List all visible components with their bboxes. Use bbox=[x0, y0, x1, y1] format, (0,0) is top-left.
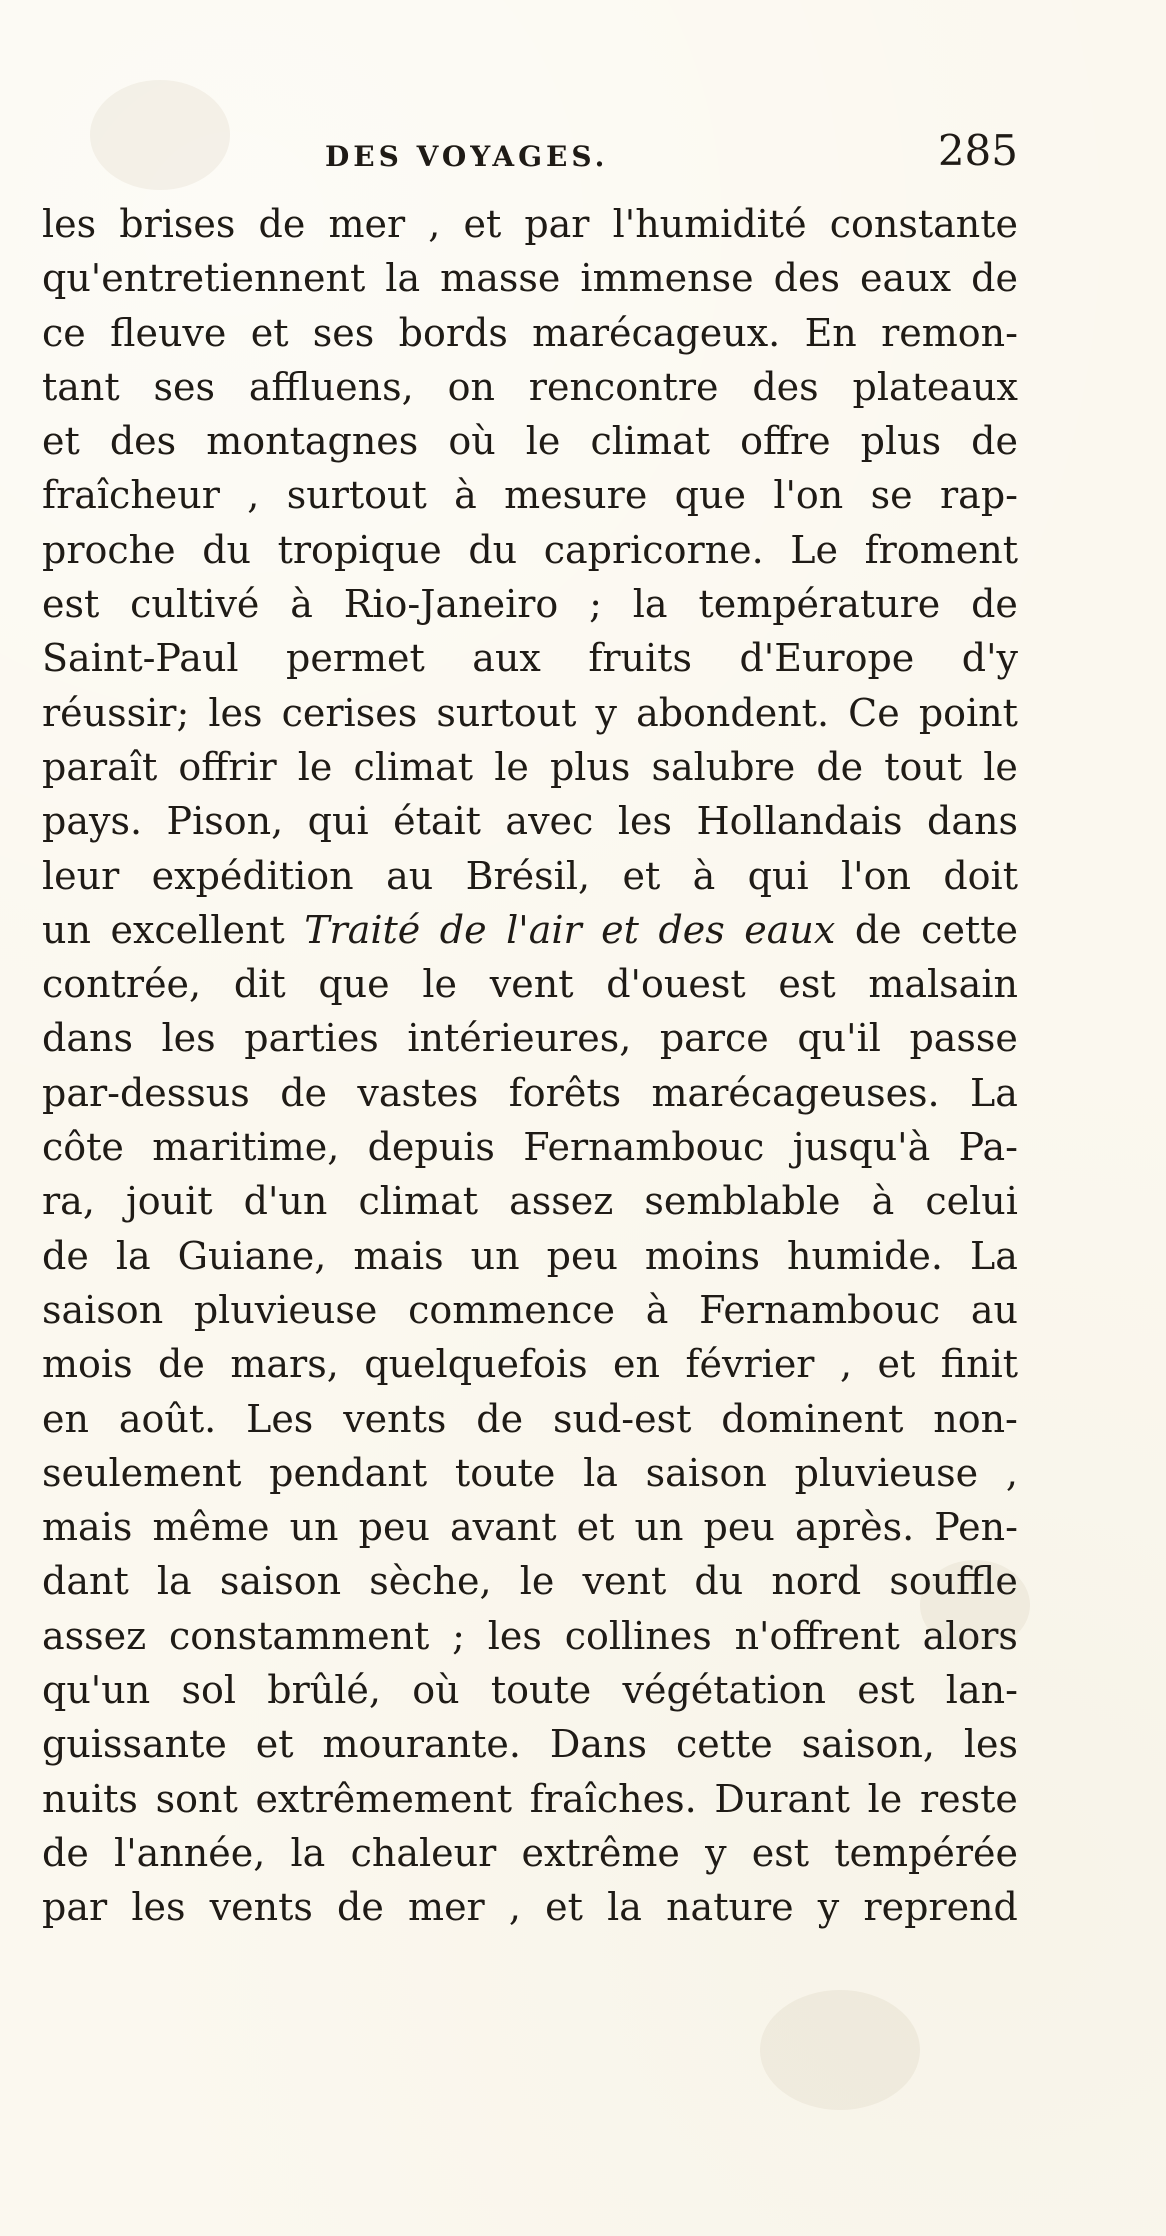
word: parce bbox=[659, 1016, 769, 1061]
word: offre bbox=[740, 419, 831, 464]
word: bords bbox=[398, 310, 508, 355]
word: masse bbox=[440, 256, 561, 301]
page-header bbox=[325, 126, 1018, 178]
word: seulement bbox=[42, 1450, 242, 1495]
word: de bbox=[258, 202, 306, 246]
word: des bbox=[109, 419, 177, 464]
word: de bbox=[971, 582, 1018, 627]
word: parties bbox=[244, 1016, 379, 1061]
text-line bbox=[42, 360, 1018, 414]
word: brises bbox=[119, 202, 236, 246]
word: mer bbox=[328, 202, 406, 246]
word: mais bbox=[42, 1505, 133, 1550]
word: permet bbox=[286, 636, 425, 681]
word: la bbox=[115, 1233, 151, 1278]
word: que bbox=[318, 962, 390, 1007]
word: Dans bbox=[549, 1722, 648, 1767]
word: intérieures, bbox=[407, 1016, 632, 1061]
word: finit bbox=[940, 1342, 1018, 1387]
text-line bbox=[42, 1066, 1018, 1120]
word: la bbox=[632, 582, 668, 627]
word: l'on bbox=[773, 473, 844, 518]
word: abondent. bbox=[636, 690, 830, 735]
word: vent bbox=[489, 962, 574, 1007]
word: pluvieuse bbox=[794, 1450, 979, 1495]
word: mais bbox=[353, 1233, 444, 1278]
word: les bbox=[617, 799, 672, 844]
word: température bbox=[698, 582, 941, 627]
word: remon- bbox=[881, 310, 1018, 355]
word: y bbox=[595, 690, 617, 735]
word: côte bbox=[42, 1125, 124, 1170]
italic-title-word: l'air bbox=[506, 907, 582, 952]
body-text bbox=[42, 197, 1018, 1935]
word: humide. bbox=[786, 1233, 943, 1278]
word: cultivé bbox=[130, 582, 260, 627]
word: Pa- bbox=[958, 1125, 1018, 1170]
text-line bbox=[42, 1174, 1018, 1228]
word: ce bbox=[42, 310, 86, 355]
word: que bbox=[674, 473, 746, 518]
word: et bbox=[255, 1722, 294, 1767]
word: le bbox=[525, 419, 561, 464]
word: depuis bbox=[367, 1125, 495, 1170]
word: montagnes bbox=[206, 419, 419, 464]
italic-title-word: de bbox=[439, 907, 487, 952]
word: fraîches. bbox=[529, 1776, 697, 1821]
word: et bbox=[463, 202, 502, 246]
text-line bbox=[42, 1337, 1018, 1391]
word: Saint-Paul bbox=[42, 636, 239, 681]
word: est bbox=[778, 962, 836, 1007]
word: quelquefois bbox=[364, 1342, 588, 1387]
text-line bbox=[42, 251, 1018, 305]
word: qu'il bbox=[797, 1016, 881, 1061]
text-line bbox=[42, 794, 1018, 848]
text-line bbox=[42, 1772, 1018, 1826]
word: saison bbox=[645, 1450, 767, 1495]
word: de bbox=[854, 907, 902, 952]
word: rencontre bbox=[528, 364, 719, 409]
word: ses bbox=[312, 310, 375, 355]
word: et bbox=[877, 1342, 916, 1387]
word: saison, bbox=[801, 1722, 935, 1767]
italic-title-word: des bbox=[658, 907, 725, 952]
word: nuits bbox=[42, 1776, 138, 1821]
word: qui bbox=[307, 799, 369, 844]
word: d'Europe bbox=[739, 636, 915, 681]
word: vents bbox=[209, 1885, 313, 1930]
text-line bbox=[42, 468, 1018, 522]
word: y bbox=[817, 1885, 840, 1930]
word: Les bbox=[246, 1396, 314, 1441]
word: vents bbox=[343, 1396, 447, 1441]
italic-title-word: et bbox=[601, 907, 639, 952]
text-line bbox=[42, 957, 1018, 1011]
word: Fernambouc bbox=[699, 1287, 941, 1332]
word: la bbox=[290, 1830, 326, 1875]
word: , bbox=[839, 1342, 853, 1387]
word: cette bbox=[675, 1722, 773, 1767]
text-line bbox=[42, 523, 1018, 577]
word: Le bbox=[790, 527, 838, 572]
word: à bbox=[645, 1287, 669, 1332]
word: leur bbox=[42, 853, 120, 898]
word: en bbox=[42, 1396, 89, 1441]
word: de bbox=[971, 256, 1018, 301]
word: La bbox=[970, 1070, 1018, 1115]
word: Guiane, bbox=[177, 1233, 327, 1278]
word: surtout bbox=[286, 473, 427, 518]
text-line bbox=[42, 197, 1018, 251]
word: et bbox=[545, 1885, 583, 1930]
word: offrir bbox=[178, 744, 277, 789]
word: peu bbox=[358, 1505, 430, 1550]
word: les bbox=[161, 1016, 216, 1061]
word: de bbox=[476, 1396, 524, 1441]
word: Hollandais bbox=[696, 799, 903, 844]
word: lan- bbox=[945, 1668, 1018, 1713]
word: mourante. bbox=[322, 1722, 521, 1767]
word: mer bbox=[408, 1885, 485, 1930]
word: climat bbox=[590, 419, 711, 464]
word: tropique bbox=[277, 527, 442, 572]
word: dant bbox=[42, 1559, 129, 1604]
word: à bbox=[692, 853, 716, 898]
word: en bbox=[613, 1342, 661, 1387]
word: à bbox=[871, 1179, 895, 1224]
word: la bbox=[607, 1885, 642, 1930]
word: brûlé, bbox=[267, 1668, 381, 1713]
word: Pen- bbox=[934, 1505, 1018, 1550]
word: un bbox=[42, 907, 91, 952]
text-line bbox=[42, 686, 1018, 740]
text-line bbox=[42, 1554, 1018, 1608]
word: le bbox=[422, 962, 458, 1007]
text-line bbox=[42, 414, 1018, 468]
word: passe bbox=[909, 1016, 1018, 1061]
word: plus bbox=[860, 419, 942, 464]
word: vastes bbox=[357, 1070, 479, 1115]
word: fruits bbox=[588, 636, 692, 681]
word: le bbox=[983, 744, 1018, 789]
word: ra, bbox=[42, 1179, 95, 1224]
word: pays. bbox=[42, 799, 143, 844]
word: , bbox=[428, 202, 441, 246]
word: paraît bbox=[42, 744, 158, 789]
paper-stain bbox=[90, 80, 230, 190]
word: semblable bbox=[644, 1179, 841, 1224]
word: de bbox=[158, 1342, 205, 1387]
word: de bbox=[337, 1885, 384, 1930]
word: jouit bbox=[126, 1179, 213, 1224]
word: dit bbox=[233, 962, 286, 1007]
word: sol bbox=[181, 1668, 237, 1713]
word: Durant bbox=[714, 1776, 850, 1821]
word: le bbox=[297, 744, 333, 789]
word: jusqu'à bbox=[792, 1125, 931, 1170]
word: au bbox=[386, 853, 434, 898]
word: sud-est bbox=[552, 1396, 692, 1441]
text-line bbox=[42, 903, 1018, 957]
word: nord bbox=[771, 1559, 862, 1604]
text-line bbox=[42, 740, 1018, 794]
word: eaux bbox=[860, 256, 952, 301]
word: qu'entretiennent bbox=[42, 256, 366, 301]
text-line bbox=[42, 1392, 1018, 1446]
word: un bbox=[470, 1233, 520, 1278]
word: En bbox=[804, 310, 857, 355]
text-line bbox=[42, 1229, 1018, 1283]
word: août. bbox=[118, 1396, 217, 1441]
word: expédition bbox=[151, 853, 354, 898]
text-line bbox=[42, 1609, 1018, 1663]
word: malsain bbox=[868, 962, 1018, 1007]
word: Rio-Janeiro bbox=[343, 582, 559, 627]
italic-title-word: eaux bbox=[744, 907, 836, 952]
word: le bbox=[494, 744, 529, 789]
word: où bbox=[448, 419, 496, 464]
word: mois bbox=[42, 1342, 133, 1387]
word: La bbox=[970, 1233, 1018, 1278]
word: peu bbox=[703, 1505, 775, 1550]
word: de bbox=[42, 1233, 89, 1278]
word: du bbox=[468, 527, 518, 572]
word: le bbox=[519, 1559, 555, 1604]
word: l'année, bbox=[114, 1830, 266, 1875]
italic-title-word: Traité bbox=[304, 907, 421, 952]
word: , bbox=[247, 473, 260, 518]
word: avec bbox=[505, 799, 594, 844]
word: assez bbox=[509, 1179, 614, 1224]
text-line bbox=[42, 1500, 1018, 1554]
word: la bbox=[583, 1450, 618, 1495]
word: tout bbox=[884, 744, 963, 789]
word: reprend bbox=[863, 1885, 1018, 1930]
word: de bbox=[816, 744, 864, 789]
word: plateaux bbox=[852, 364, 1018, 409]
word: chaleur bbox=[350, 1830, 497, 1875]
word: les bbox=[963, 1722, 1018, 1767]
word: les bbox=[208, 690, 263, 735]
word: de bbox=[971, 419, 1018, 464]
word: des bbox=[773, 256, 840, 301]
word: guissante bbox=[42, 1722, 227, 1767]
word: Pison, bbox=[166, 799, 284, 844]
word: est bbox=[857, 1668, 915, 1713]
word: celui bbox=[925, 1179, 1018, 1224]
word: toute bbox=[454, 1450, 556, 1495]
word: dans bbox=[927, 799, 1018, 844]
word: on bbox=[447, 364, 495, 409]
word: aux bbox=[472, 636, 541, 681]
word: contrée, bbox=[42, 962, 202, 1007]
word: par bbox=[42, 1885, 108, 1930]
word: climat bbox=[353, 744, 474, 789]
word: mesure bbox=[504, 473, 648, 518]
page-number: 285 bbox=[937, 126, 1018, 175]
word: extrême bbox=[521, 1830, 680, 1875]
word: sont bbox=[155, 1776, 238, 1821]
word: peu bbox=[546, 1233, 618, 1278]
word: était bbox=[393, 799, 481, 844]
word: au bbox=[970, 1287, 1018, 1332]
word: et bbox=[576, 1505, 615, 1550]
word: vent bbox=[582, 1559, 667, 1604]
word: se bbox=[870, 473, 913, 518]
text-line bbox=[42, 577, 1018, 631]
word: les bbox=[42, 202, 97, 246]
word: pluvieuse bbox=[193, 1287, 378, 1332]
text-line bbox=[42, 1446, 1018, 1500]
word: doit bbox=[943, 853, 1018, 898]
word: plus bbox=[549, 744, 631, 789]
word: un bbox=[634, 1505, 684, 1550]
word: l'humidité bbox=[612, 202, 807, 246]
word: avant bbox=[450, 1505, 557, 1550]
word: est bbox=[751, 1830, 810, 1875]
word: du bbox=[202, 527, 252, 572]
word: après. bbox=[794, 1505, 915, 1550]
word: tempérée bbox=[834, 1830, 1018, 1875]
word: reste bbox=[920, 1776, 1018, 1821]
text-line bbox=[42, 1663, 1018, 1717]
text-line bbox=[42, 1283, 1018, 1337]
word: immense bbox=[580, 256, 754, 301]
word: alors bbox=[922, 1613, 1018, 1658]
text-line bbox=[42, 306, 1018, 360]
word: moins bbox=[644, 1233, 760, 1278]
text-line bbox=[42, 1880, 1018, 1934]
word: point bbox=[918, 690, 1018, 735]
word: souffle bbox=[889, 1559, 1018, 1604]
word: ; bbox=[589, 582, 602, 627]
word: et bbox=[42, 419, 80, 464]
paper-stain bbox=[760, 1990, 920, 2110]
word: pendant bbox=[269, 1450, 428, 1495]
word: excellent bbox=[110, 907, 285, 952]
word: affluens, bbox=[248, 364, 414, 409]
word: forêts bbox=[508, 1070, 622, 1115]
word: climat bbox=[358, 1179, 479, 1224]
running-title: DES VOYAGES. bbox=[325, 140, 609, 173]
word: Ce bbox=[848, 690, 900, 735]
word: surtout bbox=[436, 690, 577, 735]
word: ses bbox=[153, 364, 216, 409]
word: cette bbox=[921, 907, 1018, 952]
word: collines bbox=[564, 1613, 712, 1658]
word: végétation bbox=[622, 1668, 826, 1713]
word: et bbox=[622, 853, 661, 898]
word: fleuve bbox=[110, 310, 227, 355]
text-line bbox=[42, 849, 1018, 903]
word: dans bbox=[42, 1016, 133, 1061]
word: qu'un bbox=[42, 1668, 151, 1713]
word: un bbox=[289, 1505, 339, 1550]
word: d'un bbox=[243, 1179, 328, 1224]
text-line bbox=[42, 1826, 1018, 1880]
word: les bbox=[131, 1885, 186, 1930]
word: maritime, bbox=[152, 1125, 340, 1170]
word: mars, bbox=[230, 1342, 339, 1387]
word: n'offrent bbox=[734, 1613, 900, 1658]
word: sèche, bbox=[369, 1559, 492, 1604]
word: et bbox=[250, 310, 289, 355]
word: marécageux. bbox=[532, 310, 781, 355]
word: où bbox=[412, 1668, 460, 1713]
word: capricorne. bbox=[543, 527, 764, 572]
word: , bbox=[508, 1885, 521, 1930]
word: même bbox=[152, 1505, 270, 1550]
word: constante bbox=[829, 202, 1018, 246]
word: les bbox=[487, 1613, 542, 1658]
word: toute bbox=[490, 1668, 592, 1713]
word: nature bbox=[666, 1885, 794, 1930]
word: à bbox=[290, 582, 313, 627]
word: fraîcheur bbox=[42, 473, 220, 518]
word: y bbox=[705, 1830, 727, 1875]
word: , bbox=[1005, 1450, 1018, 1495]
word: le bbox=[867, 1776, 903, 1821]
word: d'y bbox=[961, 636, 1018, 681]
word: qui bbox=[747, 853, 809, 898]
word: rap- bbox=[940, 473, 1018, 518]
word: ; bbox=[452, 1613, 465, 1658]
text-line bbox=[42, 631, 1018, 685]
word: extrêmement bbox=[255, 1776, 513, 1821]
word: cerises bbox=[281, 690, 418, 735]
word: non- bbox=[933, 1396, 1018, 1441]
word: tant bbox=[42, 364, 120, 409]
word: par bbox=[524, 202, 590, 246]
word: du bbox=[694, 1559, 744, 1604]
word: assez bbox=[42, 1613, 147, 1658]
word: février bbox=[685, 1342, 815, 1387]
word: à bbox=[454, 473, 477, 518]
word: froment bbox=[864, 527, 1018, 572]
word: Fernambouc bbox=[523, 1125, 765, 1170]
text-line bbox=[42, 1717, 1018, 1771]
word: marécageuses. bbox=[651, 1070, 940, 1115]
word: commence bbox=[408, 1287, 616, 1332]
word: constamment bbox=[168, 1613, 430, 1658]
word: saison bbox=[219, 1559, 342, 1604]
word: l'on bbox=[841, 853, 911, 898]
word: par-dessus bbox=[42, 1070, 250, 1115]
text-line bbox=[42, 1011, 1018, 1065]
text-line bbox=[42, 1120, 1018, 1174]
word: de bbox=[42, 1830, 89, 1875]
word: des bbox=[752, 364, 819, 409]
word: réussir; bbox=[42, 690, 190, 735]
word: la bbox=[156, 1559, 192, 1604]
word: de bbox=[280, 1070, 328, 1115]
word: Brésil, bbox=[465, 853, 591, 898]
word: saison bbox=[42, 1287, 164, 1332]
word: dominent bbox=[721, 1396, 904, 1441]
word: est bbox=[42, 582, 100, 627]
word: la bbox=[385, 256, 421, 301]
word: proche bbox=[42, 527, 176, 572]
word: d'ouest bbox=[606, 962, 746, 1007]
word: salubre bbox=[651, 744, 796, 789]
